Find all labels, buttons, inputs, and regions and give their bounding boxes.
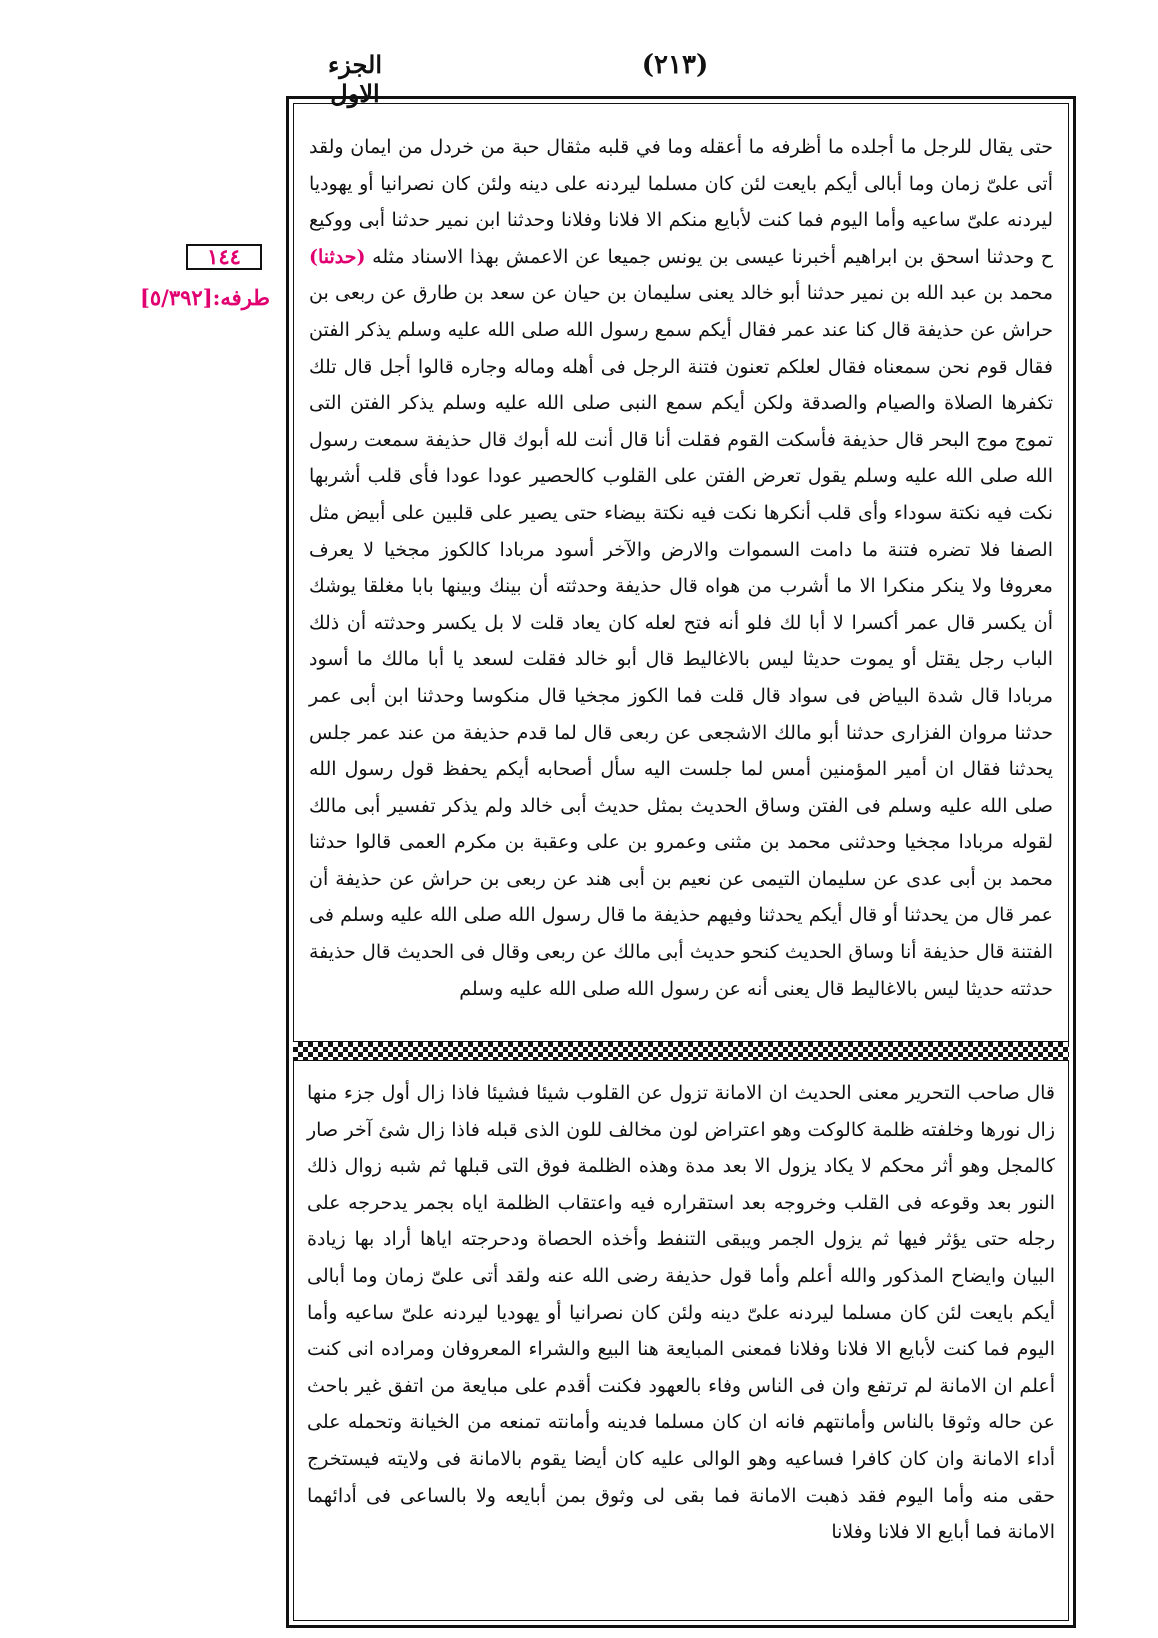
- commentary-text: قال صاحب التحرير معنى الحديث ان الامانة تزول عن القلوب شيئا فشيئا فاذا زال أول جزء منها زال نورها وخلفته ظلمة كالوكت وهو اعتراض لون مخالف للون الذى قبله فاذا زال شئ آخر صار كالمجل وهو أثر محكم لا يكاد يزول الا بعد مدة وهذه الظلمة فوق التى قبلها ثم شبه زوال ذلك النور بعد وقوعه فى القلب وخروجه بعد استقراره فيه واعتقاب الظلمة اياه بجمر يدحرجه على رجله حتى يؤثر فيها ثم يزول الجمر ويبقى التنفط وأخذه الحصاة ودحرجته اياها أراد بها زيادة البيان وايضاح المذكور والله أعلم وأما قول حذيفة رضى الله عنه ولقد أتى علىّ زمان وما أبالى أيكم بايعت لئن كان مسلما ليردنه علىّ دينه ولئن كان نصرانيا أو يهوديا ليردنه علىّ ساعيه وأما اليوم فما كنت لأبايع الا فلانا وفلانا فمعنى المبايعة هنا البيع والشراء المعروفان ومراده انى كنت أعلم ان الامانة لم ترتفع وان فى الناس وفاء بالعهود فكنت أقدم على مبايعة من اتفق غير باحث عن حاله وثوقا بالناس وأمانتهم فانه ان كان مسلما فدينه وأمانته تمنعه من الخيانة وتحمله على أداء الامانة وان كان كافرا فساعيه وهو الوالى عليه كان أيضا يقوم بالامانة فى ولايته فيستخرج حقى منه وأما اليوم فقد ذهبت الامانة فما بقى لى وثوق بمن أبايعه ولا بالساعى فى أدائهما الامانة فما أبايع الا فلانا وفلانا: [307, 1082, 1055, 1544]
- taraf-reference: طرفه:[٥/٣٩٢]: [139, 285, 270, 310]
- hadith-number-badge: ١٤٤: [186, 244, 262, 270]
- volume-label: الجزء الاول: [328, 50, 382, 108]
- hadith-text-part1: حتى يقال للرجل ما أجلده ما أظرفه ما أعقله وما في قلبه مثقال حبة من خردل من ايمان ولقد أتى علىّ زمان وما أبالى أيكم بايعت لئن كان مسلما ليردنه على دينه ولئن كان نصرانيا أو يهوديا ليردنه علىّ ساعيه وأما اليوم فما كنت لأبايع منكم الا فلانا وفلانا وحدثنا ابن نمير حدثنا أبى ووكيع ح وحدثنا اسحق بن ابراهيم أخبرنا عيسى بن يونس جميعا عن الاعمش بهذا الاسناد مثله: [309, 136, 1053, 268]
- hadith-text-part2: محمد بن عبد الله بن نمير حدثنا أبو خالد يعنى سليمان بن حيان عن سعد بن طارق عن ربعى بن حراش عن حذيفة قال كنا عند عمر فقال أيكم سمع رسول الله صلى الله عليه وسلم يذكر الفتن فقال قوم نحن سمعناه فقال لعلكم تعنون فتنة الرجل فى أهله وماله وجاره قالوا أجل قال تلك تكفرها الصلاة والصيام والصدقة ولكن أيكم سمع النبى صلى الله عليه وسلم يذكر الفتن التى تموج موج البحر قال حذيفة فأسكت القوم فقلت أنا قال أنت لله أبوك قال حذيفة سمعت رسول الله صلى الله عليه وسلم يقول تعرض الفتن على القلوب كالحصير عودا عودا فأى قلب أشربها نكت فيه نكتة سوداء وأى قلب أنكرها نكت فيه نكتة بيضاء حتى يصير على قلبين على أبيض مثل الصفا فلا تضره فتنة ما دامت السموات والارض والآخر أسود مربادا كالكوز مجخيا لا يعرف معروفا ولا ينكر منكرا الا ما أشرب من هواه قال حذيفة وحدثته أن بينك وبينها بابا مغلقا يوشك أن يكسر قال عمر أكسرا لا أبا لك فلو أنه فتح لعله كان يعاد قلت لا بل يكسر وحدثته أن ذلك الباب رجل يقتل أو يموت حديثا ليس بالاغاليط قال أبو خالد فقلت لسعد يا أبا مالك ما أسود مربادا قال شدة البياض فى سواد قال قلت فما الكوز مجخيا قال منكوسا وحدثنا ابن أبى عمر حدثنا مروان الفزارى حدثنا أبو مالك الاشجعى عن ربعى قال لما قدم حذيفة من عند عمر جلس يحدثنا فقال ان أمير المؤمنين أمس لما جلست اليه سأل أصحابه أيكم يحفظ قول رسول الله صلى الله عليه وسلم فى الفتن وساق الحديث بمثل حديث أبى خالد ولم يذكر تفسير أبى مالك لقوله مربادا مجخيا وحدثنى محمد بن مثنى وعمرو بن على وعقبة بن مكرم العمى قالوا حدثنا محمد بن أبى عدى عن سليمان التيمى عن نعيم بن أبى هند عن ربعى بن حراش عن حذيفة أن عمر قال من يحدثنا أو قال أيكم يحدثنا وفيهم حذيفة ما قال رسول الله صلى الله عليه وسلم فى الفتنة قال حذيفة أنا وساق الحديث كنحو حديث أبى مالك عن ربعى وقال فى الحديث قال حذيفة حدثته حديثا ليس بالاغاليط قال يعنى أنه عن رسول الله صلى الله عليه وسلم: [309, 282, 1053, 1000]
- page-number: (٢١٣): [641, 50, 709, 80]
- hadith-text-block: [309, 129, 1053, 1007]
- narration-marker: (حدثنا): [309, 245, 366, 268]
- page-frame: [286, 96, 1076, 1628]
- checkered-divider: [293, 1041, 1069, 1061]
